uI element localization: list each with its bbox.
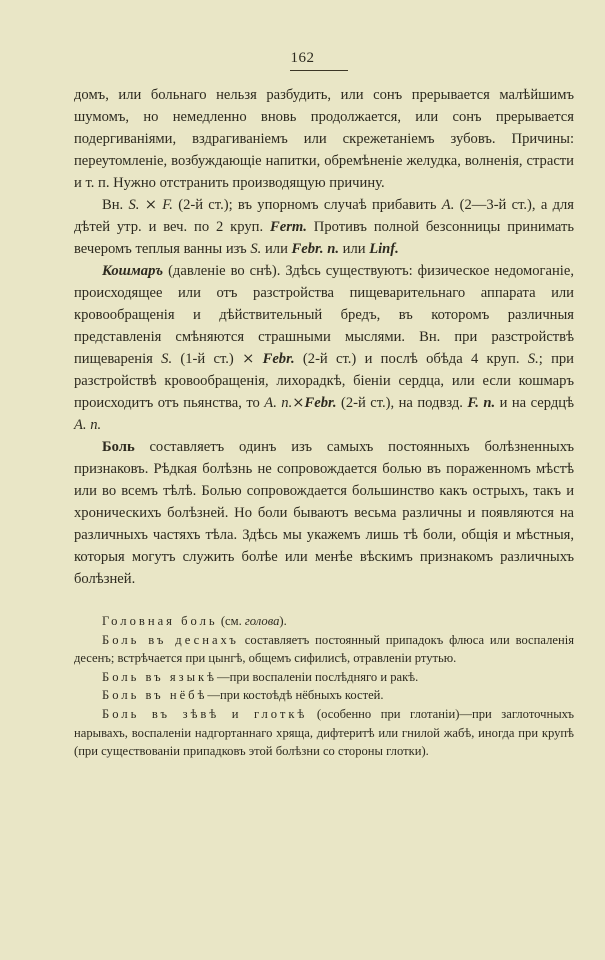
text-run: (2-й ст.), на подвзд. bbox=[336, 395, 468, 411]
text-run: (давленіе во снѣ). Здѣсь существуютъ: физическое недомоганіе, происходящее или отъ разстройства пищеварительнаго аппарата или кровообращенія и дѣйствительный бредъ, въ которомъ различныя представленія смѣняются страшными мыслями. Вн. при разстройствѣ пищеваренія bbox=[74, 263, 574, 367]
remedy-abbrev: S. bbox=[527, 351, 539, 367]
spacer bbox=[74, 590, 574, 612]
paragraph-sleep-disturbance: домъ, или больнаго нельзя разбудить, или сонъ прерывается малѣйшимъ шумомъ, но немедленно вновь продолжается, или сонъ прерывается подергиваніями, вздрагиваніемъ или скрежетаніемъ зубовъ. Причины: переутомленіе, возбуждающіе напитки, обремѣненіе желудка, волненія, страсти и т. п. Нужно отстранить производящую причину. bbox=[74, 87, 574, 191]
text-run: Противъ полной безсонницы принимать вечеромъ теплыя ванны изъ bbox=[74, 219, 575, 257]
remedy-abbrev: F. bbox=[162, 197, 173, 213]
remedy-abbrev: Febr. n. bbox=[291, 241, 339, 257]
text-run: (2—3-й ст.), а для дѣтей утр. и веч. по 2 круп. bbox=[74, 197, 575, 235]
remedy-abbrev: F. n. bbox=[467, 395, 496, 411]
remedy-abbrev: Febr. bbox=[262, 351, 295, 367]
text-run: ; при разстройствѣ кровообращенія, лихорадкѣ, біеніи сердца, или если кошмаръ происходитъ отъ пьянства, то bbox=[74, 351, 574, 411]
term-heading: Боль bbox=[102, 439, 135, 455]
entry-term: Боль въ нёбѣ bbox=[102, 688, 208, 703]
text-run: (особенно при глотаніи)—при заглоточныхъ нарывахъ, воспаленіи надгортаннаго хряща, дифтеритѣ или гнилой жабѣ, иногда при крупѣ (при существованіи припадковъ этой болѣзни со стороны глотки). bbox=[74, 706, 574, 759]
entry-term: Боль въ деснахъ bbox=[102, 632, 239, 647]
text-run: составляетъ постоянный припадокъ флюса или воспаленія десенъ; встрѣчается при цынгѣ, общемъ сифилисѣ, отравленіи ртутью. bbox=[74, 632, 574, 666]
text-run: ⨯ bbox=[292, 395, 305, 411]
text-run: (2-й ст.); въ упорномъ случаѣ прибавить bbox=[172, 197, 442, 213]
text-run: (см. bbox=[217, 614, 245, 628]
term-heading: Кошмаръ bbox=[102, 263, 164, 279]
entry-term: Боль въ языкѣ bbox=[102, 669, 218, 684]
page-body bbox=[74, 84, 574, 761]
text-run: и на сердцѣ bbox=[495, 395, 574, 411]
page-number-rule bbox=[290, 70, 348, 71]
remedy-abbrev: S. bbox=[161, 351, 173, 367]
text-run: или bbox=[261, 241, 292, 257]
paragraph-sleep-treatment bbox=[74, 194, 574, 260]
entry-term: Боль въ зѣвѣ и глоткѣ bbox=[102, 706, 308, 721]
text-run: составляетъ одинъ изъ самыхъ постоянныхъ болѣзненныхъ признаковъ. Рѣдкая болѣзнь не сопровождается болью въ пораженномъ мѣстѣ или во всемъ тѣлѣ. Болью сопровождается большинство какъ острыхъ, такъ и хроническихъ болѣзней. Но боли бываютъ весьма различны и появляются на различныхъ частяхъ тѣла. Здѣсь мы укажемъ лишь тѣ боли, общія и мѣстныя, которыя могутъ служить болѣе или менѣе вѣскимъ признакомъ различныхъ болѣзней. bbox=[74, 439, 574, 587]
entry-headache bbox=[74, 612, 574, 631]
text-run: или bbox=[338, 241, 370, 257]
paragraph-pain bbox=[74, 436, 574, 590]
entry-term: Головная боль bbox=[102, 614, 218, 628]
remedy-abbrev: Ferm. bbox=[270, 219, 307, 235]
text-run: (2-й ст.) и послѣ обѣда 4 круп. bbox=[294, 351, 528, 367]
remedy-abbrev: S. bbox=[128, 197, 140, 213]
entry-gum-pain bbox=[74, 631, 574, 668]
entry-tongue-pain bbox=[74, 668, 574, 687]
text-run: (1-й ст.) ⨯ bbox=[172, 351, 263, 367]
remedy-abbrev: A. bbox=[441, 197, 455, 213]
text-run: Вн. bbox=[102, 197, 129, 213]
page-number: 162 bbox=[290, 50, 315, 66]
remedy-abbrev: S. bbox=[250, 241, 262, 257]
text-run: ⨯ bbox=[139, 197, 163, 213]
text-run: —при костоѣдѣ нёбныхъ костей. bbox=[207, 688, 384, 703]
remedy-abbrev: A. n. bbox=[264, 395, 293, 411]
entry-throat-pain bbox=[74, 705, 574, 761]
remedy-abbrev: Linf. bbox=[369, 241, 399, 257]
text-run: —при воспаленіи послѣдняго и ракѣ. bbox=[217, 669, 419, 684]
remedy-abbrev: Febr. bbox=[304, 395, 337, 411]
remedy-abbrev: A. n. bbox=[74, 417, 102, 433]
cross-reference: голова bbox=[244, 614, 280, 628]
text-run: ). bbox=[279, 614, 287, 628]
paragraph-nightmare bbox=[74, 260, 574, 436]
entry-palate-pain bbox=[74, 686, 574, 705]
